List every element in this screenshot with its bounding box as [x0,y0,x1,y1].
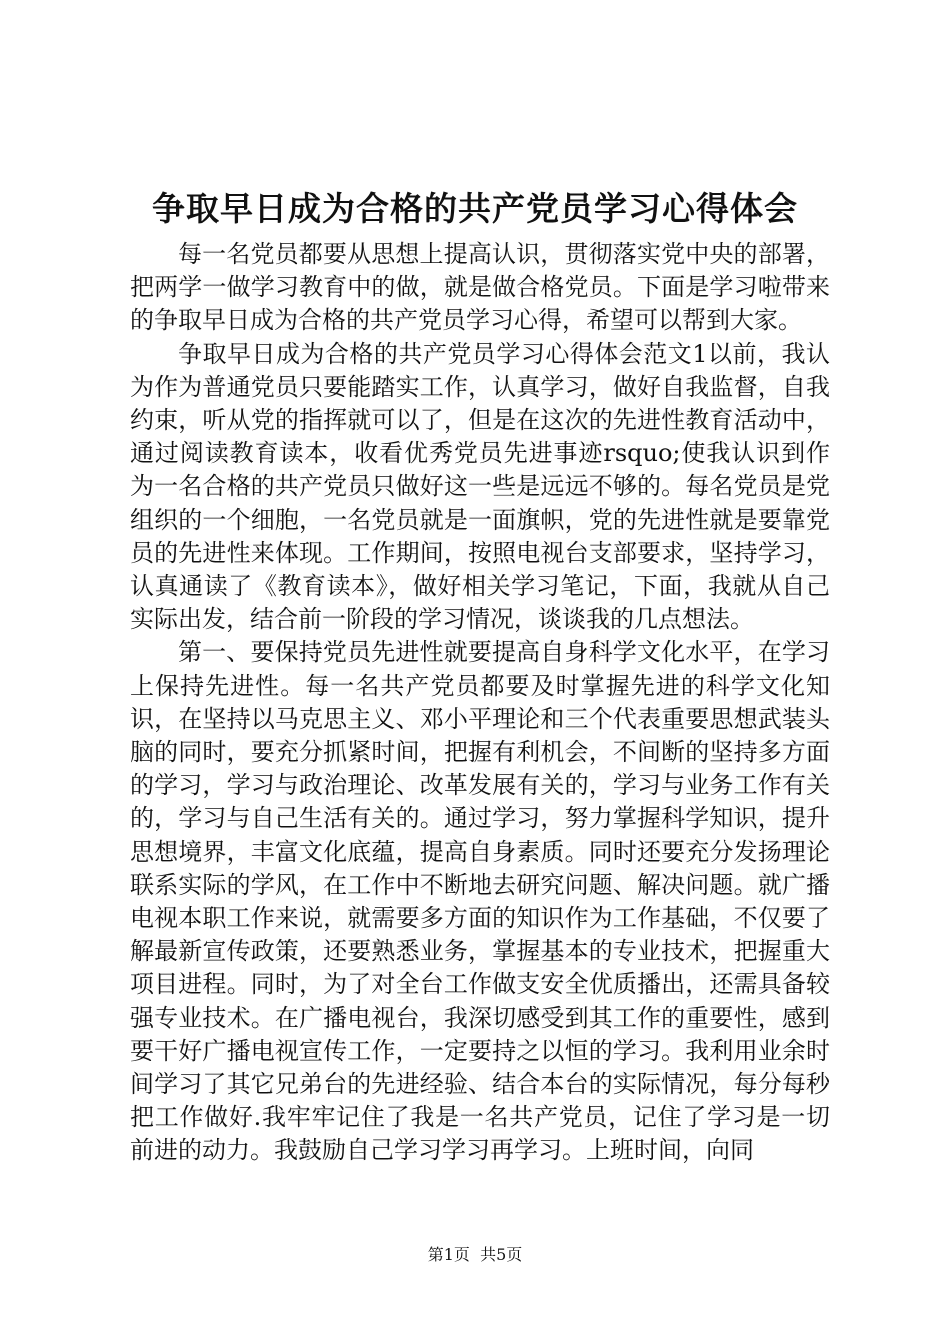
paragraph-essay-1: 争取早日成为合格的共产党员学习心得体会范文1以前，我认为作为普通党员只要能踏实工作，认真学习，做好自我监督，自我约束，听从党的指挥就可以了，但是在这次的先进性教育活动中，通过阅读教育读本，收看优秀党员先进事迹rsquo;使我认识到作为一名合格的共产党员只做好这一些是远远不够的。每名党员是党组织的一个细胞，一名党员就是一面旗帜，党的先进性就是要靠党员的先进性来体现。工作期间，按照电视台支部要求，坚持学习，认真通读了《教育读本》，做好相关学习笔记，下面，我就从自己实际出发，结合前一阶段的学习情况，谈谈我的几点想法。 [130,339,830,634]
page-footer [0,1244,950,1266]
page-total: 共5页 [480,1245,523,1264]
page-number: 第1页 [427,1245,470,1264]
paragraph-intro: 每一名党员都要从思想上提高认识，贯彻落实党中央的部署，把两学一做学习教育中的做，就是做合格党员。下面是学习啦带来的争取早日成为合格的共产党员学习心得，希望可以帮到大家。 [130,240,830,335]
document-title: 争取早日成为合格的共产党员学习心得体会 [152,189,798,228]
document-body [130,238,830,1168]
footer-spacer [470,1245,480,1264]
paragraph-point-1: 第一、要保持党员先进性就要提高自身科学文化水平，在学习上保持先进性。每一名共产党员都要及时掌握先进的科学文化知识，在坚持以马克思主义、邓小平理论和三个代表重要思想武装头脑的同时，要充分抓紧时间，把握有利机会，不间断的坚持多方面的学习，学习与政治理论、改革发展有关的，学习与业务工作有关的，学习与自己生活有关的。通过学习，努力掌握科学知识，提升思想境界，丰富文化底蕴，提高自身素质。同时还要充分发扬理论联系实际的学风，在工作中不断地去研究问题、解决问题。就广播电视本职工作来说，就需要多方面的知识作为工作基础，不仅要了解最新宣传政策，还要熟悉业务，掌握基本的专业技术，把握重大项目进程。同时，为了对全台工作做支安全优质播出，还需具备较强专业技术。在广播电视台，我深切感受到其工作的重要性，感到要干好广播电视宣传工作，一定要持之以恒的学习。我利用业余时间学习了其它兄弟台的先进经验、结合本台的实际情况，每分每秒把工作做好.我牢牢记住了我是一名共产党员，记住了学习是一切前进的动力。我鼓励自己学习学习再学习。上班时间，向同 [130,638,830,1165]
